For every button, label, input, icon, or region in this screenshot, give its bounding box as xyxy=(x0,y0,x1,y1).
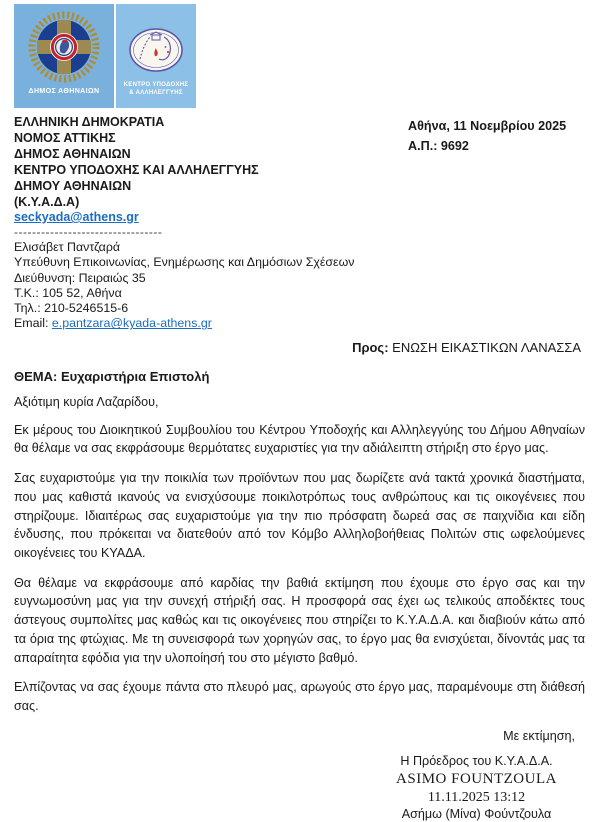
recipient-value: ΕΝΩΣΗ ΕΙΚΑΣΤΙΚΩΝ ΛΑΝΑΣΣΑ xyxy=(388,339,581,355)
kyada-center-emblem-icon xyxy=(127,26,185,74)
org-line: ΝΟΜΟΣ ΑΤΤΙΚΗΣ xyxy=(14,131,116,145)
contact-line: Ελισάβετ Παντζαρά xyxy=(14,240,121,254)
closing-line: Με εκτίμηση, xyxy=(503,728,575,743)
athens-municipality-emblem-icon xyxy=(26,9,102,85)
org-line: (Κ.Υ.Α.Δ.Α) xyxy=(14,195,80,209)
subject-line: ΘΕΜΑ: Ευχαριστήρια Επιστολή xyxy=(14,368,210,384)
recipient-line xyxy=(14,340,585,356)
kyada-caption-line1: ΚΕΝΤΡΟ ΥΠΟΔΟΧΗΣ xyxy=(123,82,189,88)
body-paragraph: Εκ μέρους του Διοικητικού Συμβουλίου του Κέντρου Υποδοχής και Αλληλεγγύης του Δήμου Αθηναίων θα θέλαμε να σας εκφράσουμε θερμότατες ευχαριστίες για την αδιάλειπτη στήριξη στο έργο μας. xyxy=(14,422,585,456)
signature-timestamp: 11.11.2025 13:12 xyxy=(427,789,526,805)
signature-block xyxy=(374,753,579,822)
contact-line: Διεύθυνση: Πειραιώς 35 xyxy=(14,270,146,285)
email-line xyxy=(14,210,585,225)
body-paragraph: Σας ευχαριστούμε για την ποικιλία των προϊόντων που μας δωρίζετε ανά τακτά χρονικά διαστήματα, που μας καθιστά ικανούς να ενισχύσουμε ποικιλοτρόπως τους ανθρώπους και τις οικογένειες που στηρίζουμε. Ιδιαιτέρως σας ευχαριστούμε για την πιο πρόσφατη δωρεά σας σε παιχνίδια και είδη ένδυσης, που πρόκειται να διατεθούν από τον Κόμβο Αλληλοβοήθειας Πολιτών στις ωφελούμενες οικογένειες του ΚΥΑΔΑ. xyxy=(14,471,585,560)
pantzara-email-link[interactable]: e.pantzara@kyada-athens.gr xyxy=(51,316,212,331)
kyada-logo-panel xyxy=(114,4,196,108)
signature-title: Η Πρόεδρος του Κ.Υ.Α.Δ.Α. xyxy=(400,753,553,768)
athens-logo-caption: ΔΗΜΟΣ ΑΘΗΝΑΙΩΝ xyxy=(28,88,100,95)
date-protocol-block xyxy=(408,116,566,156)
recipient-label: Προς: xyxy=(352,339,389,355)
kyada-caption-line2: & ΑΛΛΗΛΕΓΓΥΗΣ xyxy=(129,89,183,96)
email2-line xyxy=(14,316,585,331)
org-line: ΕΛΛΗΝΙΚΗ ΔΗΜΟΚΡΑΤΙΑ xyxy=(14,115,165,129)
logo-banner xyxy=(14,4,196,108)
org-line: ΔΗΜΟΥ ΑΘΗΝΑΙΩΝ xyxy=(14,179,132,193)
protocol-number: Α.Π.: 9692 xyxy=(408,139,469,153)
contact-line: Τηλ.: 210-5246515-6 xyxy=(14,301,129,316)
org-line: ΔΗΜΟΣ ΑΘΗΝΑΙΩΝ xyxy=(14,147,131,161)
body-paragraph: Ελπίζοντας να σας έχουμε πάντα στο πλευρό μας, αρωγούς στο έργο μας, παραμένουμε στη διάθεσή σας. xyxy=(14,680,585,713)
contact-line: Τ.Κ.: 105 52, Αθήνα xyxy=(14,285,122,300)
body-paragraph: Θα θέλαμε να εκφράσουμε από καρδίας την βαθιά εκτίμηση που έχουμε στο έργο σας και την ευγνωμοσύνη μας για την συνεχή στήριξή σας. Η προσφορά σας έχει ως τελικούς αποδέκτες τους άστεγους συμπολίτες μας καθώς και τις οικογένειες που στηρίζει το Κ.Υ.Α.Δ.Α. και διαβιούν κάτω από τα όρια της φτώχιας. Με τη συνεισφορά των χορηγών σας, το έργο μας θα ενισχύεται, δίνοντάς μας τα απαραίτητα εφόδια για την υλοποίησή του στο μέγιστο βαθμό. xyxy=(14,575,585,665)
email2-label: Email: xyxy=(14,316,52,331)
date-line: Αθήνα, 11 Νοεμβρίου 2025 xyxy=(408,119,567,133)
org-line: ΚΕΝΤΡΟ ΥΠΟΔΟΧΗΣ ΚΑΙ ΑΛΛΗΛΕΓΓΥΗΣ xyxy=(14,163,259,177)
seckyada-email-link[interactable]: seckyada@athens.gr xyxy=(14,210,139,224)
signature-name-greek: Ασήμω (Μίνα) Φούντζουλα xyxy=(401,806,552,821)
dashed-divider: --------------------------------- xyxy=(14,225,163,239)
contact-line: Υπεύθυνη Επικοινωνίας, Ενημέρωσης και Δημόσιων Σχέσεων xyxy=(14,255,355,270)
athens-logo-panel xyxy=(14,4,114,108)
signature-name-latin: ASIMO FOUNTZOULA xyxy=(396,770,557,787)
salutation: Αξιότιμη κυρία Λαζαρίδου, xyxy=(14,394,159,409)
kyada-logo-caption xyxy=(124,82,189,97)
